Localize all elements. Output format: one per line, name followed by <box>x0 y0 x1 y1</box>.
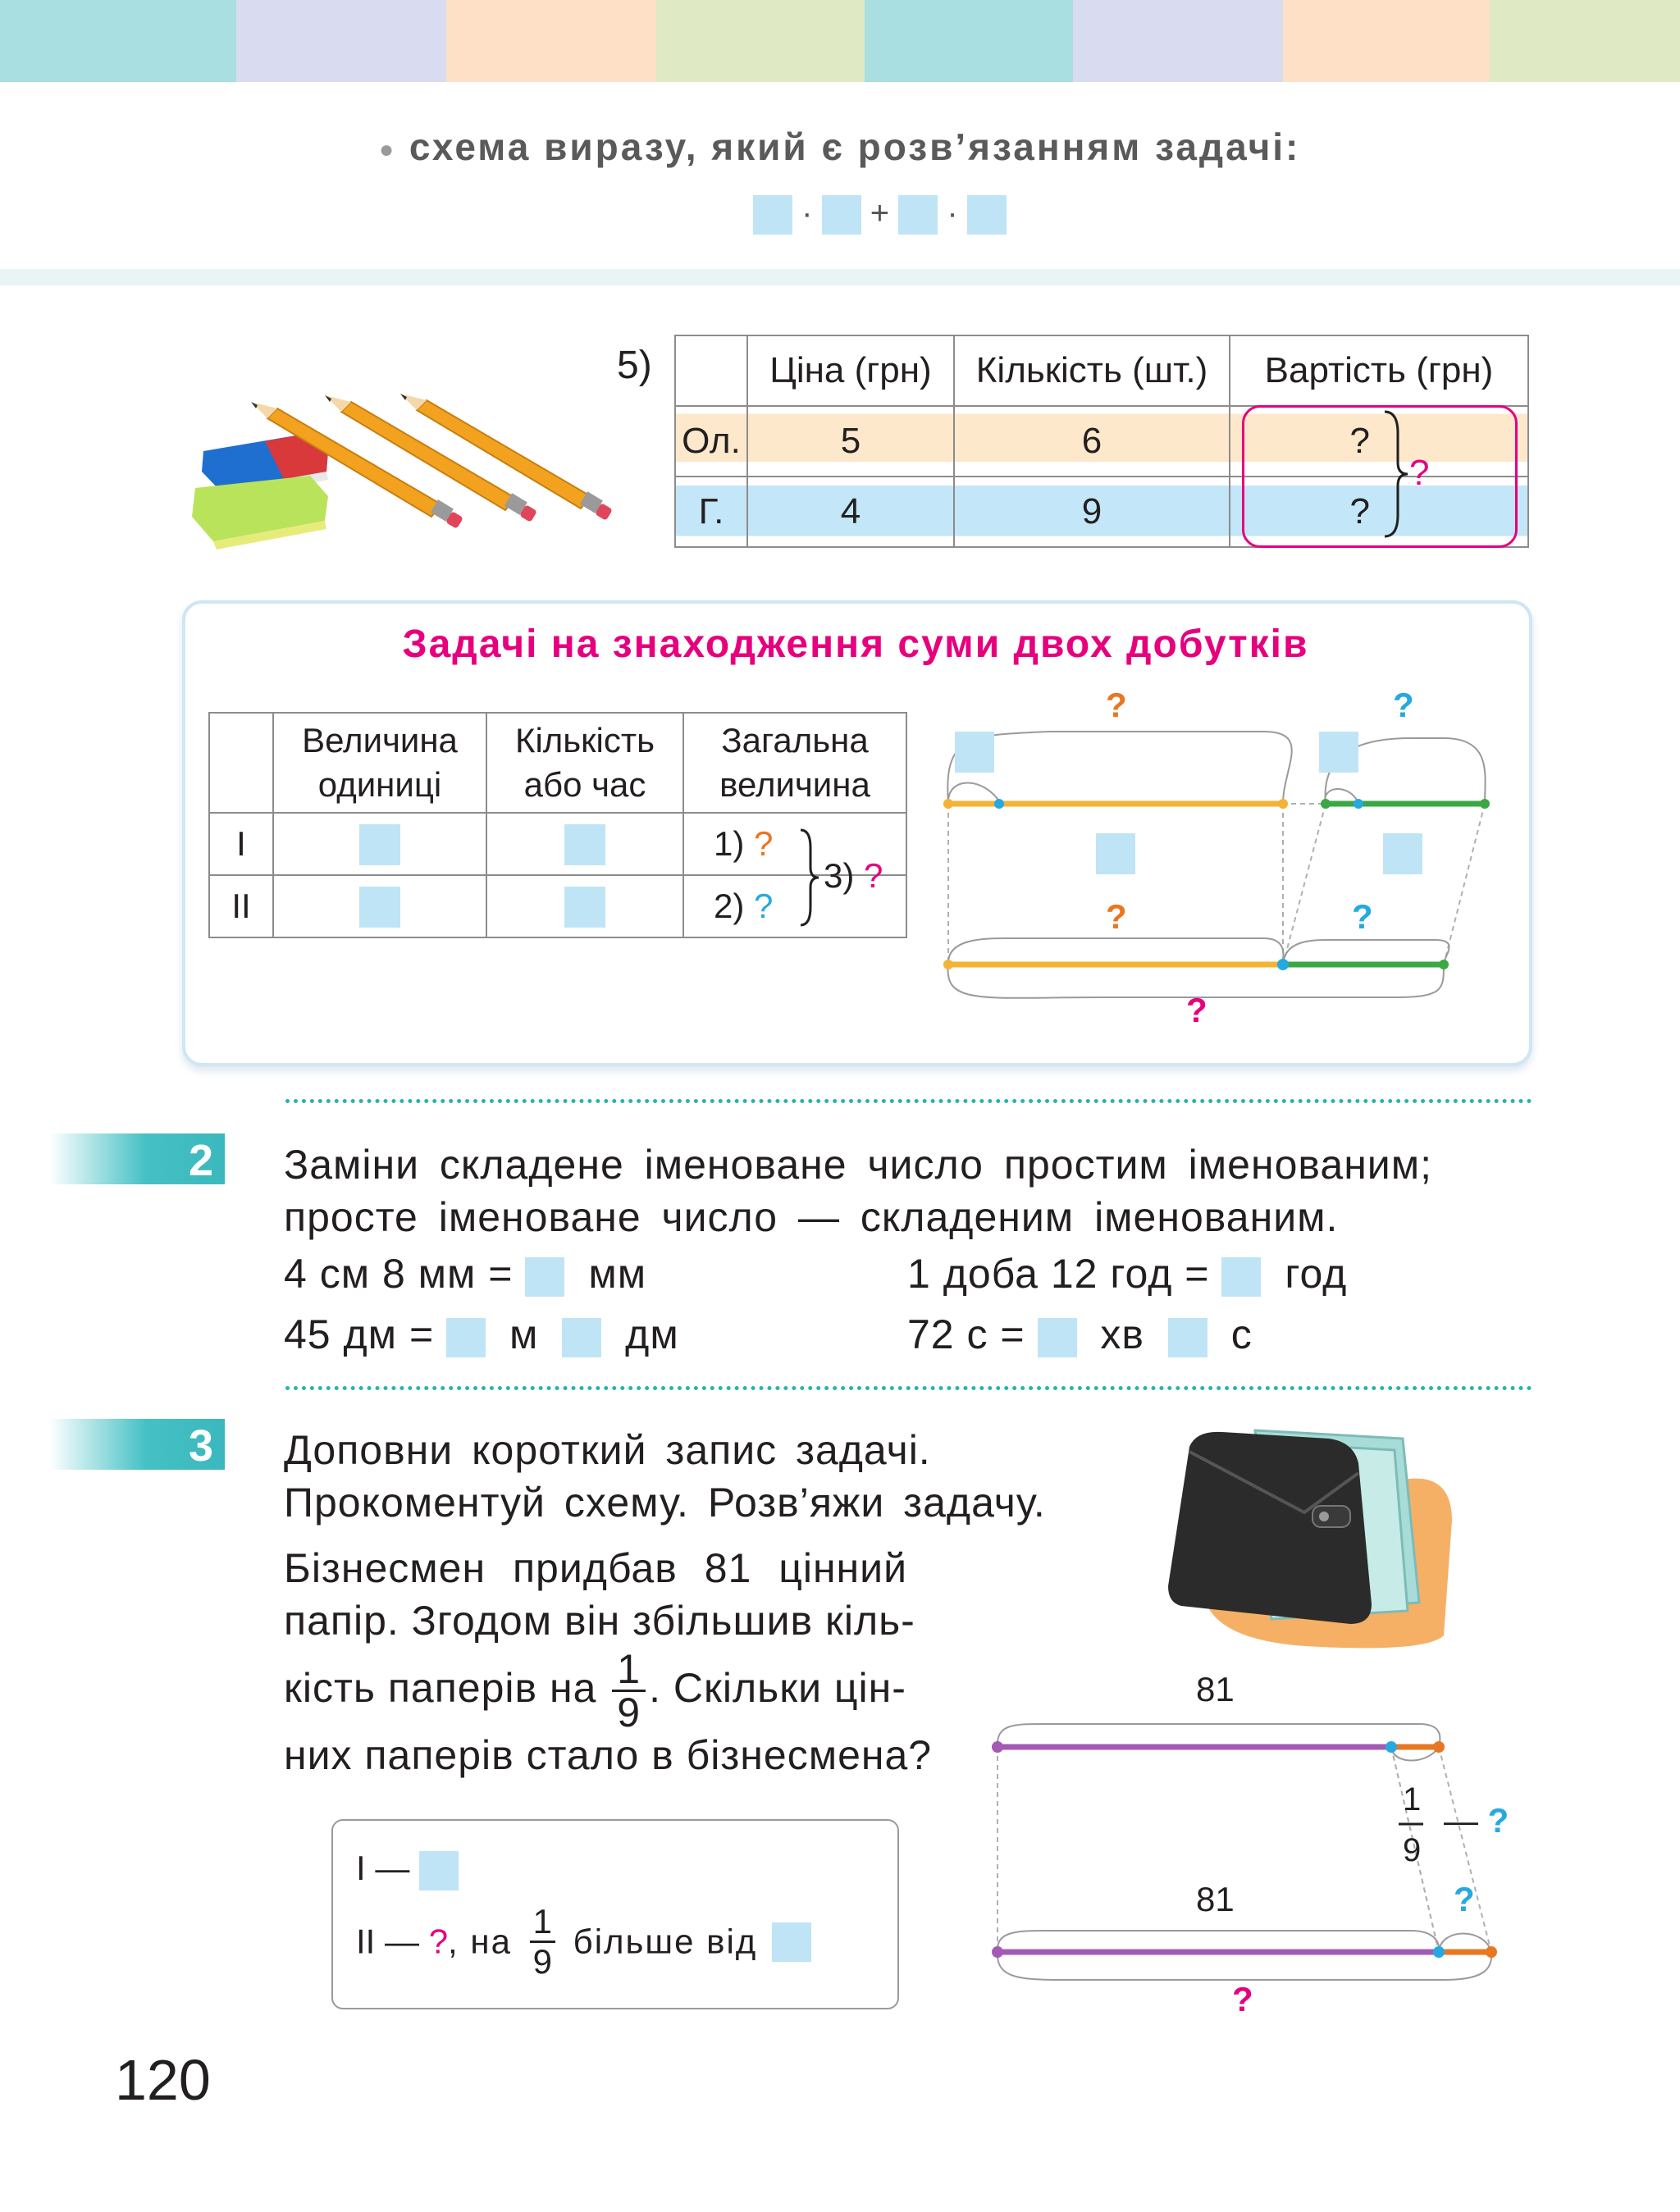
fraction-numerator: 1 <box>530 1903 555 1943</box>
corner-cell <box>209 713 273 813</box>
dash <box>1444 1801 1509 1840</box>
expression: 45 дм = <box>284 1311 435 1357</box>
blank-box[interactable] <box>898 195 938 235</box>
bottom-length-label: 81 <box>1196 1880 1235 1918</box>
answer-box[interactable] <box>525 1257 564 1297</box>
header-line: Величина <box>302 721 458 759</box>
diagram-question: ? <box>1186 991 1208 1029</box>
stripe <box>1283 0 1490 82</box>
expression: 4 см 8 мм = <box>284 1251 514 1297</box>
blank-box[interactable] <box>359 887 400 928</box>
blank-box[interactable] <box>359 824 400 865</box>
diagram-question: ? <box>1106 686 1127 724</box>
expression: 1 доба 12 год = <box>907 1251 1210 1297</box>
eraser-icon <box>192 476 328 550</box>
row-label: I <box>209 813 273 875</box>
cell-price: 5 <box>747 406 954 477</box>
expression: 72 с = <box>907 1311 1025 1357</box>
text-line: Доповни короткий запис задачі. <box>284 1427 931 1473</box>
text-line: Бізнесмен придбав 81 цінний <box>284 1545 908 1591</box>
blank-box[interactable] <box>955 732 994 773</box>
fraction-numerator: 1 <box>612 1649 646 1692</box>
scheme-line <box>379 125 1300 169</box>
blank-box[interactable] <box>753 195 792 235</box>
diagram-fraction-den: 9 <box>1403 1832 1422 1868</box>
text-fragment: більше від <box>573 1922 758 1961</box>
exercise-number: 2 <box>188 1136 213 1185</box>
row-label: I — <box>356 1849 410 1887</box>
summary-title: Задачі на знаходження суми двох добутків <box>402 623 1309 666</box>
header-line: або час <box>523 765 646 804</box>
stripe <box>1490 0 1680 82</box>
cost-highlight <box>1242 405 1518 548</box>
wallet-illustration <box>1157 1414 1460 1652</box>
header-line: величина <box>719 765 870 804</box>
total-question: ? <box>1409 453 1430 493</box>
fraction-denominator: 9 <box>532 1942 552 1981</box>
text-line: папір. Згодом він збільшив кіль- <box>284 1598 915 1644</box>
answer-box[interactable] <box>446 1318 486 1357</box>
ex3-problem <box>284 1542 956 1781</box>
scheme-expression <box>753 195 1007 235</box>
fraction <box>530 1903 555 1981</box>
cell-qty: 6 <box>954 406 1230 477</box>
row-label: II — <box>356 1922 420 1961</box>
ex2-instructions <box>284 1138 1432 1243</box>
unit: хв <box>1100 1311 1144 1357</box>
ex2-item <box>284 1250 646 1298</box>
text-fragment: . Скільки цін- <box>649 1665 906 1711</box>
blank-box[interactable] <box>822 195 861 235</box>
diagram-fraction-num: 1 <box>1403 1781 1422 1817</box>
brace <box>797 827 822 928</box>
cell <box>486 813 683 875</box>
header-count <box>486 713 683 813</box>
text-fragment: кість паперів на <box>284 1665 597 1711</box>
bullet: ● <box>379 135 397 163</box>
header-unit-value <box>273 713 486 813</box>
text-fragment: , на <box>448 1922 512 1961</box>
text-line: Заміни складене іменоване число простим іменованим; <box>284 1142 1432 1188</box>
section-band <box>0 269 1680 285</box>
answer-box[interactable] <box>772 1922 811 1962</box>
short-record-line-2 <box>356 1903 811 1981</box>
dot-op: · <box>801 195 813 231</box>
step-label: 3) <box>824 856 855 895</box>
blank-box[interactable] <box>564 824 605 865</box>
fraction-denominator: 9 <box>617 1690 641 1736</box>
blank-box[interactable] <box>1383 833 1422 874</box>
stripe <box>236 0 446 82</box>
diagram-question: ? <box>1393 686 1414 724</box>
fraction <box>612 1646 646 1736</box>
cell-cost: ? <box>1230 477 1528 547</box>
cell-price: 4 <box>747 477 954 547</box>
step3 <box>824 856 883 896</box>
blank-box[interactable] <box>967 195 1007 235</box>
answer-box[interactable] <box>1168 1318 1208 1357</box>
dot-op: · <box>947 195 958 231</box>
exercise-number-badge <box>49 1133 225 1184</box>
exercise-number: 3 <box>188 1421 213 1471</box>
step-label: 1) <box>714 824 745 863</box>
answer-box[interactable] <box>419 1851 459 1890</box>
question-mark: ? <box>1454 1880 1475 1918</box>
ex3-instructions <box>284 1424 1046 1529</box>
sum-of-products-diagram <box>935 686 1509 1038</box>
stripe <box>656 0 865 82</box>
text-line: них паперів стало в бізнесмена? <box>284 1732 933 1778</box>
task5-label: 5) <box>617 344 652 387</box>
text-line: Прокоментуй схему. Розв’яжи задачу. <box>284 1480 1046 1526</box>
question-mark: ? <box>428 1922 449 1961</box>
cell <box>273 813 486 875</box>
cell-cost: ? <box>1230 406 1528 477</box>
question-mark: ? <box>864 856 883 895</box>
header-price: Ціна (грн) <box>747 335 954 406</box>
header-total <box>683 713 906 813</box>
question-mark: ? <box>1232 1980 1253 2018</box>
header-line: Кількість <box>514 721 655 759</box>
header-line: Загальна <box>721 721 869 759</box>
text-line <box>284 1646 956 1736</box>
answer-box[interactable] <box>1038 1318 1077 1357</box>
question-mark: ? <box>754 824 774 863</box>
scheme-text: схема виразу, який є розв’язанням задачі: <box>409 125 1301 168</box>
question-mark: ? <box>1487 1801 1509 1840</box>
unit: мм <box>588 1251 647 1297</box>
dash-symbol: — <box>1444 1801 1478 1840</box>
stripe <box>446 0 656 82</box>
header-line: одиниці <box>317 765 442 804</box>
page-number: 120 <box>115 2048 211 2112</box>
segment-diagram <box>984 1706 1526 2034</box>
cell <box>273 875 486 937</box>
question-mark: ? <box>754 887 774 925</box>
diagram-question: ? <box>1352 897 1373 936</box>
unit: с <box>1230 1311 1253 1357</box>
stripe <box>865 0 1073 82</box>
step-label: 2) <box>714 887 745 925</box>
unit: дм <box>625 1311 679 1357</box>
ex2-item <box>907 1250 1347 1298</box>
dotted-divider <box>285 1099 1532 1103</box>
ex2-item <box>284 1311 679 1358</box>
stripe <box>1073 0 1283 82</box>
row-name: Ол. <box>675 406 747 477</box>
answer-box[interactable] <box>1221 1257 1261 1297</box>
exercise-number-badge <box>49 1419 225 1470</box>
short-record-line-1 <box>356 1849 459 1890</box>
cell <box>486 875 683 937</box>
header-cost: Вартість (грн) <box>1230 335 1528 406</box>
row-label: II <box>209 875 273 937</box>
diagram-question: ? <box>1106 897 1127 936</box>
top-length-label: 81 <box>1196 1670 1235 1708</box>
unit: м <box>509 1311 539 1357</box>
cell-qty: 9 <box>954 477 1230 547</box>
blank-box[interactable] <box>1319 732 1358 773</box>
plus-op: + <box>870 195 890 231</box>
text-line: просте іменоване число — складеним іменованим. <box>284 1194 1339 1240</box>
row-name: Г. <box>675 477 747 547</box>
stripe <box>0 0 236 82</box>
blank-box[interactable] <box>1096 833 1135 874</box>
answer-box[interactable] <box>562 1318 601 1357</box>
ex2-item <box>907 1311 1253 1358</box>
pencils-erasers-illustration <box>187 385 679 558</box>
unit: год <box>1285 1251 1348 1297</box>
dotted-divider <box>285 1386 1532 1390</box>
corner-cell <box>675 335 747 406</box>
blank-box[interactable] <box>564 887 605 928</box>
header-quantity: Кількість (шт.) <box>954 335 1230 406</box>
